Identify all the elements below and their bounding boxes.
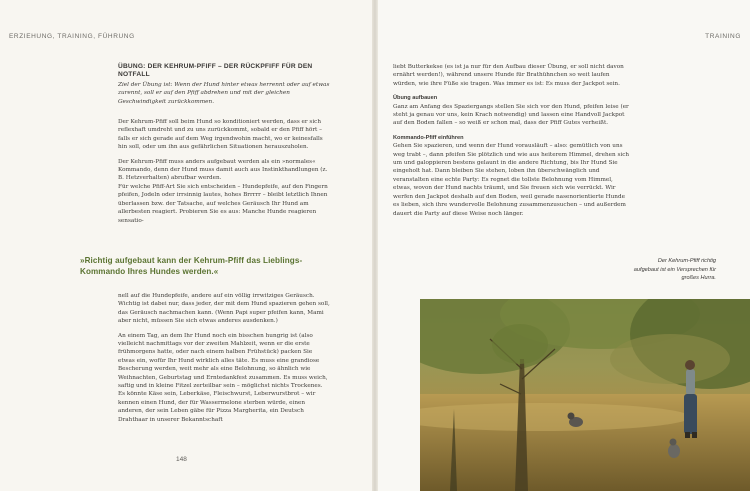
body-paragraph: Für welche Pfiff-Art Sie sich entscheiden – Hundepfeife, auf den Fingern pfeifen, Jodeln oder irrsinnig lautes, hohes Brrrrr – bleibt letztlich Ihnen überlassen bzw. der Tatsache, auf welches Geräusch Ihr Hund am allerbesten reagiert. Probieren Sie es aus: Manche Hunde reagieren sensatio- (118, 183, 328, 224)
meadow-dog-photo (420, 299, 750, 491)
right-column (393, 63, 631, 224)
exercise-heading (118, 63, 330, 80)
body-paragraph: nell auf die Hundepfeife, andere auf ein völlig irrwitziges Geräusch. Wichtig ist dabei nur, dass jeder, der mit dem Hund spazieren gehen soll, das Geräusch nachmachen kann. (Wenn Papi super pfeifen kann, Mami aber nicht, müssen Sie sich etwas anderes ausdenken.) (118, 293, 330, 325)
left-column-top (118, 63, 330, 231)
body-paragraph: Ganz am Anfang des Spaziergangs stellen Sie sich vor den Hund, pfeifen leise (er steht ja genau vor uns, kein Krach notwendig) und lassen eine Handvoll Jackpot auf den Boden fallen – so weiß er schon mal, dass der Pfiff Gutes verheißt. (393, 103, 629, 127)
running-head-right: TRAINING (705, 33, 741, 40)
photo-caption: Der Kehrum-Pfiff richtig aufgebaut ist ein Versprechen für großes Hurra. (633, 258, 716, 282)
body-paragraph: Der Kehrum-Pfiff soll beim Hund so konditioniert werden, dass er sich reflexhaft umdreht und zu uns zurückkommt, sobald er den Pfiff hört – falls er sich gerade auf dem Weg irgendwohin macht, wo er keinesfalls hin soll, oder um ihn aus gefährlichen Situationen herauszuholen. (118, 119, 323, 151)
body-paragraph: Der Kehrum-Pfiff muss anders aufgebaut werden als ein »normales« Kommando, denn der Hund muss damit auch aus Instinkthandlungen (z. B. Hetzverhalten) abrufbar werden. (118, 158, 328, 182)
page-number: 148 (176, 456, 187, 463)
exercise-heading-line2: NOTFALL (118, 71, 150, 79)
running-head-left: ERZIEHUNG, TRAINING, FÜHRUNG (9, 33, 135, 40)
exercise-heading-line1: ÜBUNG: DER KEHRUM-PFIFF – DER RÜCKPFIFF FÜR DEN (118, 63, 313, 70)
subheading-kommando-pfiff: Kommando-Pfiff einführen (393, 134, 464, 141)
left-column-bottom (118, 292, 330, 430)
body-paragraph: An einem Tag, an dem Ihr Hund noch ein bisschen hungrig ist (also vielleicht nachmittags vor der zweiten Mahlzeit, wenn er die erste frühmorgens hatte, oder nach einem halben Frühstück) packen Sie etwas ein, wofür Ihr Hund wirklich alles täte. Es muss eine grandiose Bescherung werden, weit mehr als eine Belohnung, so ähnlich wie Weihnachten, Geburtstag und Erntedankfest zusammen. Es muss weich, saftig und in kleine Fitzel zerteilbar sein – möglichst nichts Trockenes. Es könnte Käse sein, Leberkäse, Fleischwurst, Leberwurstbrot – wir kennen einen Hund, der für Wassermelone sterben würde, einen anderen, der sein Leben gäbe für Pizza Margherita, ein Deutsch Drahthaar in unserer Bekanntschaft (118, 332, 328, 423)
body-paragraph: Gehen Sie spazieren, und wenn der Hund vorausläuft – also: gemütlich von uns weg trabt –, dann pfeifen Sie plötzlich und wie aus heiterem Himmel, drehen sich um und galoppieren bestens gelaunt in die andere Richtung, bis Ihr Hund Sie eingeholt hat. Dann bleiben Sie stehen, loben ihn überschwänglich und veranstalten eine echte Party: Es regnet die tollste Belohnung vom Himmel, etwas, wovon der Hund nachts träumt, und Sie freuen sich wie verrückt. Wir werfen den Jackpot deshalb auf den Boden, weil gerade nasenorientierte Hunde es lieben, sich ihre wundervolle Belohnung zusammenzusuchen – und außerdem dauert die Party auf diese Weise noch länger. (393, 143, 630, 217)
body-paragraph: liebt Butterkekse (es ist ja nur für den Aufbau dieser Übung, er soll nicht davon ernährt werden!), während unsere Hunde für Brathühnchen so weit laufen würden, wie ihre Füße sie tragen. Was immer es ist: Es muss der Jackpot sein. (393, 64, 624, 87)
subheading-uebung-aufbauen: Übung aufbauen (393, 95, 438, 102)
pull-quote: »Richtig aufgebaut kann der Kehrum-Pfiff das Lieblings-Kommando Ihres Hundes werden.« (80, 256, 303, 277)
photo-illustration (420, 299, 750, 491)
exercise-goal: Ziel der Übung ist: Wenn der Hund hinter etwas herrennt oder auf etwas zurennt, soll er auf den Pfiff abdrehen und mit der gleichen Geschwindigkeit zurückkommen. (118, 81, 330, 105)
book-gutter (372, 0, 378, 491)
